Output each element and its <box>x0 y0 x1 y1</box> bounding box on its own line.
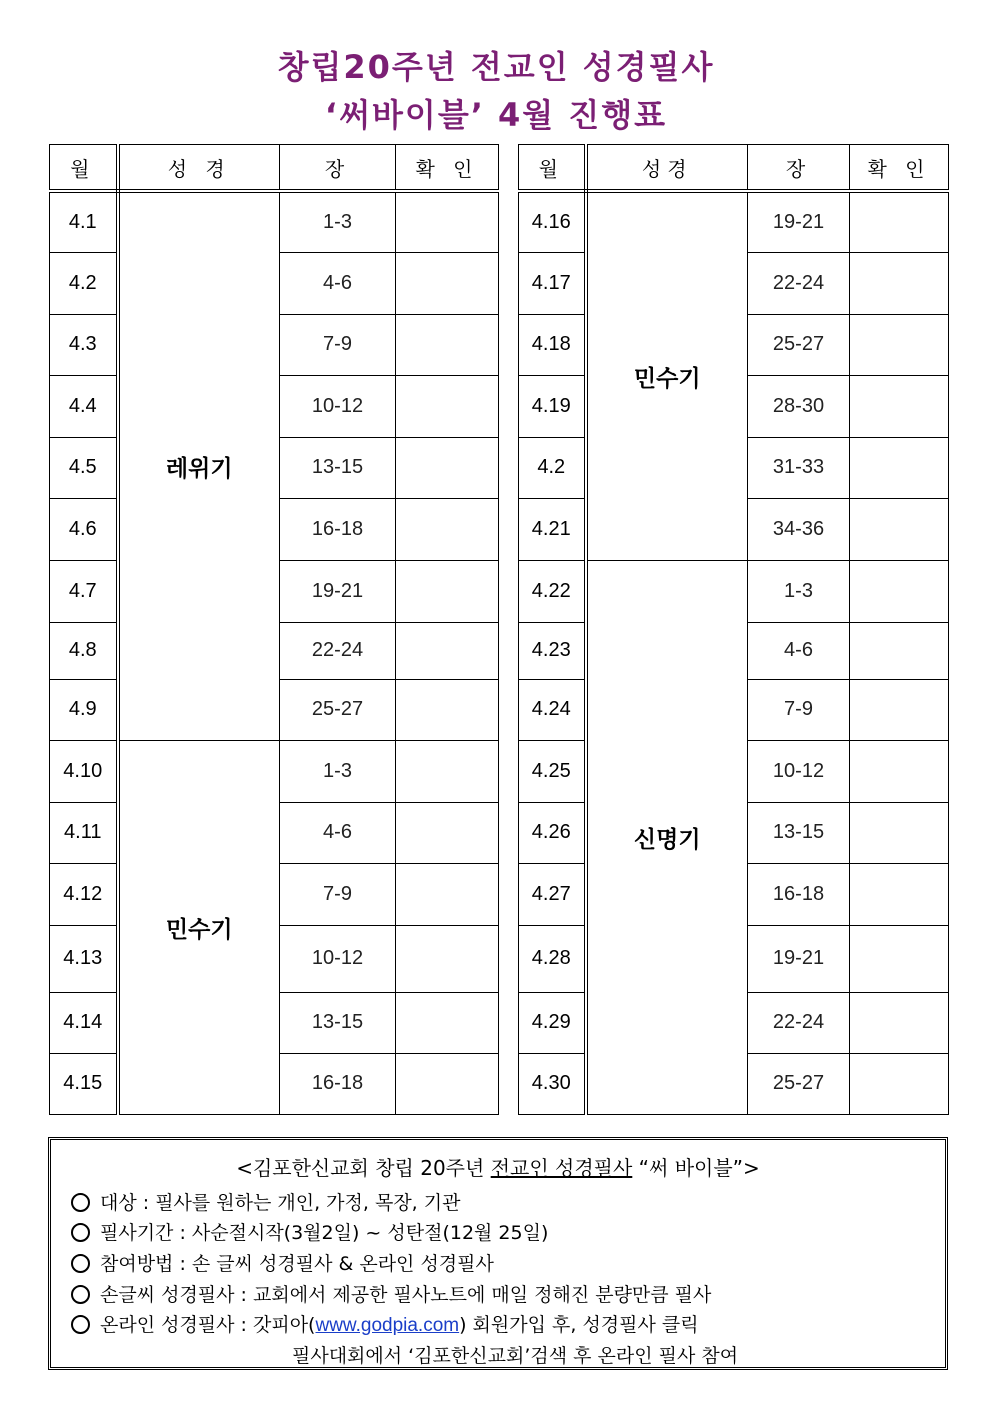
date-cell: 4.22 <box>519 560 586 622</box>
chapter-cell: 22-24 <box>280 622 396 679</box>
info-item-period <box>71 1218 548 1245</box>
info-item-online-prefix: 온라인 성경필사 : 갓피아( <box>100 1314 316 1336</box>
date-cell: 4.15 <box>50 1053 118 1114</box>
book-cell: 민수기 <box>118 740 280 1114</box>
date-cell: 4.26 <box>519 802 586 863</box>
circle-bullet-icon <box>71 1193 90 1212</box>
chapter-cell: 4-6 <box>280 252 396 314</box>
chapter-cell: 10-12 <box>280 375 396 437</box>
date-cell: 4.4 <box>50 375 118 437</box>
chapter-cell: 19-21 <box>748 191 850 252</box>
chapter-cell: 16-18 <box>280 498 396 560</box>
check-cell[interactable] <box>850 314 949 375</box>
info-item-text: 손글씨 성경필사 : 교회에서 제공한 필사노트에 매일 정해진 분량만큼 필사 <box>100 1284 712 1306</box>
table-row <box>519 191 949 252</box>
chapter-cell: 34-36 <box>748 498 850 560</box>
table-header-row <box>519 145 949 192</box>
table-row <box>50 740 499 802</box>
table-row <box>519 560 949 622</box>
header-month: 월 <box>50 145 118 192</box>
check-cell[interactable] <box>850 992 949 1053</box>
date-cell: 4.25 <box>519 740 586 802</box>
page-subtitle: ‘써바이블’ 4월 진행표 <box>324 96 668 134</box>
date-cell: 4.11 <box>50 802 118 863</box>
circle-bullet-icon <box>71 1315 90 1334</box>
info-item-online <box>71 1310 699 1337</box>
check-cell[interactable] <box>396 1053 499 1114</box>
book-cell: 레위기 <box>118 191 280 740</box>
header-chapter: 장 <box>748 145 850 192</box>
schedule-table-right <box>518 144 949 1115</box>
check-cell[interactable] <box>850 1053 949 1114</box>
info-item-method <box>71 1249 494 1276</box>
date-cell: 4.27 <box>519 863 586 925</box>
check-cell[interactable] <box>396 992 499 1053</box>
check-cell[interactable] <box>850 498 949 560</box>
table-row <box>50 191 499 252</box>
info-item-target <box>71 1188 460 1215</box>
chapter-cell: 4-6 <box>748 622 850 679</box>
check-cell[interactable] <box>396 679 499 740</box>
chapter-cell: 1-3 <box>280 191 396 252</box>
date-cell: 4.13 <box>50 925 118 992</box>
chapter-cell: 7-9 <box>748 679 850 740</box>
info-item-online-line2: 필사대회에서 ‘김포한신교회’검색 후 온라인 필사 참여 <box>292 1345 739 1367</box>
date-cell: 4.29 <box>519 992 586 1053</box>
chapter-cell: 22-24 <box>748 992 850 1053</box>
check-cell[interactable] <box>396 437 499 498</box>
check-cell[interactable] <box>850 375 949 437</box>
chapter-cell: 25-27 <box>280 679 396 740</box>
check-cell[interactable] <box>850 437 949 498</box>
chapter-cell: 7-9 <box>280 863 396 925</box>
check-cell[interactable] <box>850 252 949 314</box>
table-header-row <box>50 145 499 192</box>
info-item-online-suffix: ) 회원가입 후, 성경필사 클릭 <box>459 1314 699 1336</box>
chapter-cell: 4-6 <box>280 802 396 863</box>
date-cell: 4.28 <box>519 925 586 992</box>
chapter-cell: 16-18 <box>748 863 850 925</box>
chapter-cell: 13-15 <box>280 992 396 1053</box>
chapter-cell: 10-12 <box>748 740 850 802</box>
chapter-cell: 1-3 <box>280 740 396 802</box>
chapter-cell: 19-21 <box>280 560 396 622</box>
date-cell: 4.14 <box>50 992 118 1053</box>
info-heading-prefix: <김포한신교회 창립 20주년 <box>236 1156 491 1180</box>
header-book: 성경 <box>586 145 748 192</box>
date-cell: 4.21 <box>519 498 586 560</box>
check-cell[interactable] <box>396 314 499 375</box>
date-cell: 4.7 <box>50 560 118 622</box>
date-cell: 4.1 <box>50 191 118 252</box>
info-item-handwriting <box>71 1280 711 1307</box>
chapter-cell: 10-12 <box>280 925 396 992</box>
date-cell: 4.18 <box>519 314 586 375</box>
date-cell: 4.5 <box>50 437 118 498</box>
check-cell[interactable] <box>396 191 499 252</box>
chapter-cell: 19-21 <box>748 925 850 992</box>
info-heading <box>51 1152 945 1181</box>
check-cell[interactable] <box>850 925 949 992</box>
date-cell: 4.2 <box>50 252 118 314</box>
date-cell: 4.8 <box>50 622 118 679</box>
header-check: 확 인 <box>850 145 949 192</box>
check-cell[interactable] <box>850 560 949 622</box>
date-cell: 4.3 <box>50 314 118 375</box>
chapter-cell: 22-24 <box>748 252 850 314</box>
date-cell: 4.16 <box>519 191 586 252</box>
check-cell[interactable] <box>850 740 949 802</box>
info-item-text: 참여방법 : 손 글씨 성경필사 & 온라인 성경필사 <box>100 1253 494 1275</box>
chapter-cell: 25-27 <box>748 314 850 375</box>
date-cell: 4.12 <box>50 863 118 925</box>
check-cell[interactable] <box>396 802 499 863</box>
check-cell[interactable] <box>396 560 499 622</box>
header-month: 월 <box>519 145 586 192</box>
date-cell: 4.17 <box>519 252 586 314</box>
check-cell[interactable] <box>396 498 499 560</box>
info-heading-suffix: “써 바이블”> <box>632 1156 760 1180</box>
date-cell: 4.24 <box>519 679 586 740</box>
info-item-text: 대상 : 필사를 원하는 개인, 가정, 목장, 기관 <box>100 1192 461 1214</box>
check-cell[interactable] <box>396 925 499 992</box>
check-cell[interactable] <box>850 622 949 679</box>
godpia-link[interactable]: www.godpia.com <box>315 1315 460 1336</box>
book-cell: 민수기 <box>586 191 748 560</box>
book-cell: 신명기 <box>586 560 748 1114</box>
date-cell: 4.19 <box>519 375 586 437</box>
info-item-text: 필사기간 : 사순절시작(3월2일) ~ 성탄절(12월 25일) <box>100 1222 549 1244</box>
check-cell[interactable] <box>850 802 949 863</box>
header-book: 성 경 <box>118 145 280 192</box>
schedule-table-left <box>49 144 499 1115</box>
check-cell[interactable] <box>850 679 949 740</box>
date-cell: 4.2 <box>519 437 586 498</box>
check-cell[interactable] <box>396 375 499 437</box>
circle-bullet-icon <box>71 1254 90 1273</box>
info-box <box>48 1137 948 1370</box>
header-chapter: 장 <box>280 145 396 192</box>
check-cell[interactable] <box>396 740 499 802</box>
date-cell: 4.10 <box>50 740 118 802</box>
circle-bullet-icon <box>71 1285 90 1304</box>
chapter-cell: 28-30 <box>748 375 850 437</box>
chapter-cell: 25-27 <box>748 1053 850 1114</box>
date-cell: 4.23 <box>519 622 586 679</box>
check-cell[interactable] <box>396 622 499 679</box>
date-cell: 4.6 <box>50 498 118 560</box>
check-cell[interactable] <box>850 863 949 925</box>
header-check: 확 인 <box>396 145 499 192</box>
check-cell[interactable] <box>850 191 949 252</box>
info-heading-underlined: 전교인 성경필사 <box>490 1156 633 1180</box>
chapter-cell: 16-18 <box>280 1053 396 1114</box>
date-cell: 4.9 <box>50 679 118 740</box>
check-cell[interactable] <box>396 863 499 925</box>
chapter-cell: 31-33 <box>748 437 850 498</box>
chapter-cell: 13-15 <box>280 437 396 498</box>
check-cell[interactable] <box>396 252 499 314</box>
date-cell: 4.30 <box>519 1053 586 1114</box>
chapter-cell: 13-15 <box>748 802 850 863</box>
chapter-cell: 1-3 <box>748 560 850 622</box>
chapter-cell: 7-9 <box>280 314 396 375</box>
circle-bullet-icon <box>71 1223 90 1242</box>
page-title: 창립20주년 전교인 성경필사 <box>277 48 715 86</box>
